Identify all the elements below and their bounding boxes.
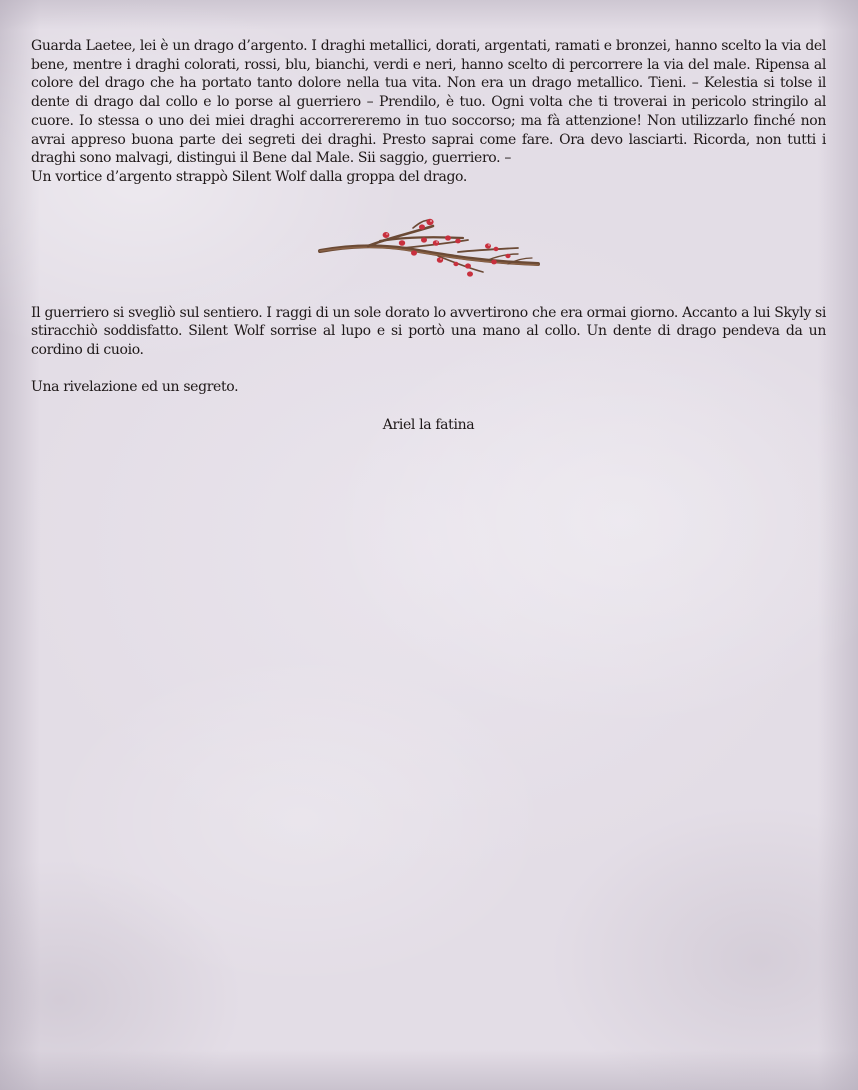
paragraph-silver-vortex: Un vortice d’argento strappò Silent Wolf dalla groppa del drago. [31,168,467,185]
author-signature: Ariel la fatina [382,416,475,433]
paragraph-spacer [31,397,826,416]
paragraph-warrior-wakes: Il guerriero si svegliò sul sentiero. I raggi di un sole dorato lo avvertirono che era ormai giorno. Accanto a lui Skyly si stiracchiò soddisfatto. Silent Wolf sorrise al lupo e si portò una mano al collo. Un dente di drago pendeva da un cordino di cuoio. [31,304,826,359]
paragraph-spacer [31,360,826,379]
paragraph-revelation: Una rivelazione ed un segreto. [31,379,239,396]
paragraph-kelestia-speech: Guarda Laetee, lei è un drago d’argento. I draghi metallici, dorati, argentati, ramati e bronzei, hanno scelto la via del bene, mentre i draghi colorati, rossi, blu, bianchi, verdi e neri, hanno scelto di percorrere la via del male. Ripensa al colore del drago che ha portato tanto dolore nella tua vita. Non era un drago metallico. Tieni. – Kelestia si tolse il dente di drago dal collo e lo porse al guerriero – Prendilo, è tuo. Ogni volta che ti troverai in pericolo stringilo al cuore. Io stessa o uno dei miei draghi accorrereremo in tuo soccorso; ma fà attenzione! Non utilizzarlo finché non avrai appreso buona parte dei segreti dei draghi. Presto saprai come fare. Ora devo lasciarti. Ricorda, non tutti i draghi sono malvagi, distingui il Bene dal Male. Sii saggio, guerriero. – [31,38,826,167]
blossom-branch-icon [318,216,540,282]
document-body [31,37,826,435]
